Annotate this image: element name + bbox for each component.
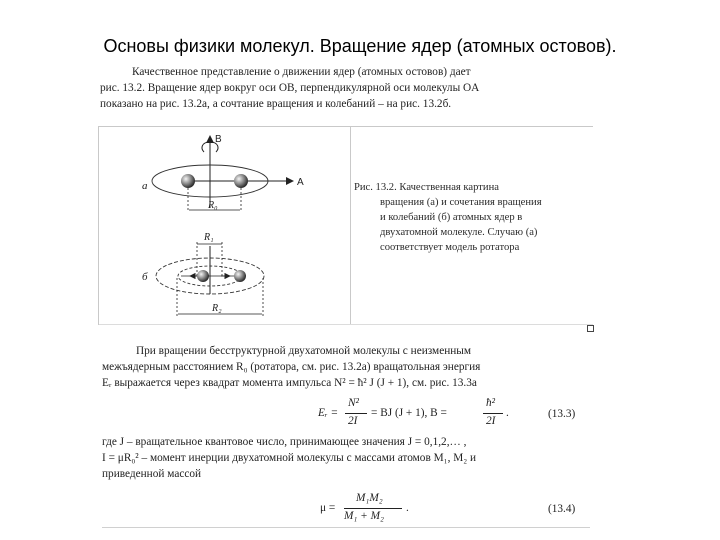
where-paragraph [102,434,590,483]
equation-13-4 [320,492,440,526]
caption-line: соответствует модель ротатора [380,242,520,253]
eq1-denominator: 2I [348,415,358,427]
where-line: где J – вращательное квантовое число, принимающее значения J = 0,1,2,… , [102,436,467,448]
caption-line: и колебаний (б) атомных ядер в [380,212,523,223]
eq1-tail: . [506,407,509,419]
where-line: I = μR₀² – момент инерции двухатомной молекулы с массами атомов M₁, M₂ и [102,452,477,465]
equation-13-3 [318,397,518,431]
equation-number-13-4: (13.4) [548,503,576,515]
atom-left-b [197,270,209,282]
equation-number-13-3: (13.3) [548,408,576,420]
intro-line: рис. 13.2. Вращение ядер вокруг оси OB, перпендикулярной оси молекулы OA [100,82,480,95]
figure-divider [350,127,351,325]
atom-right-b [234,270,246,282]
intro-line: Качественное представление о движении ядер (атомных остовов) дает [132,66,471,78]
body-line: Eᵣ выражается через квадрат момента импульса N² = ħ² J (J + 1), см. рис. 13.3а [102,377,477,390]
eq2-tail: . [406,502,409,514]
intro-line: показано на рис. 13.2a, а сочтание вращения и колебаний – на рис. 13.2б. [100,98,452,111]
axis-a-label: A [297,177,304,188]
eq1-numerator-b: ħ² [486,397,496,409]
eq1-fraction-bar-b [483,413,503,414]
eq2-denominator: M₁ + M₂ [344,510,384,522]
caption-line: двухатомной молекуле. Случаю (a) [380,227,538,238]
body-paragraph [102,343,590,392]
caption-line: вращения (a) и сочетания вращения [380,197,542,208]
label-b: б [142,271,148,283]
eq2-numerator: M₁M₂ [356,492,383,504]
bottom-rule [102,527,590,528]
eq1-numerator: N² [348,397,359,409]
caption-line: Рис. 13.2. Качественная картина [354,182,499,193]
atom-left [181,174,195,188]
r2-label: R₂ [212,303,222,314]
eq1-denominator-b: 2I [486,415,496,427]
figure-bottom-border [99,324,593,325]
eq1-middle: = BJ (J + 1), B = [371,407,447,419]
eq2-fraction-bar [344,508,402,509]
eq1-lhs: Eᵣ = [318,407,339,419]
label-a: а [142,180,148,192]
body-line: межъядерным расстоянием R₀ (ротатора, см. рис. 13.2а) вращатольная энергия [102,361,481,374]
body-line: При вращении бесструктурной двухатомной молекулы с неизменным [136,345,472,357]
where-line: приведенной массой [102,468,202,481]
slide-title: Основы физики молекул. Вращение ядер (атомных остовов). [103,36,617,56]
anchor-marker [587,325,594,332]
eq1-fraction-bar [345,413,367,414]
axis-b-label: B [215,134,222,145]
figure-caption [354,180,589,255]
intro-paragraph [100,64,590,113]
r1-label: R₁ [204,232,214,243]
atom-right [234,174,248,188]
r0-label: R₀ [208,200,218,211]
eq2-lhs: μ = [320,502,336,514]
molecule-figure [98,126,350,324]
